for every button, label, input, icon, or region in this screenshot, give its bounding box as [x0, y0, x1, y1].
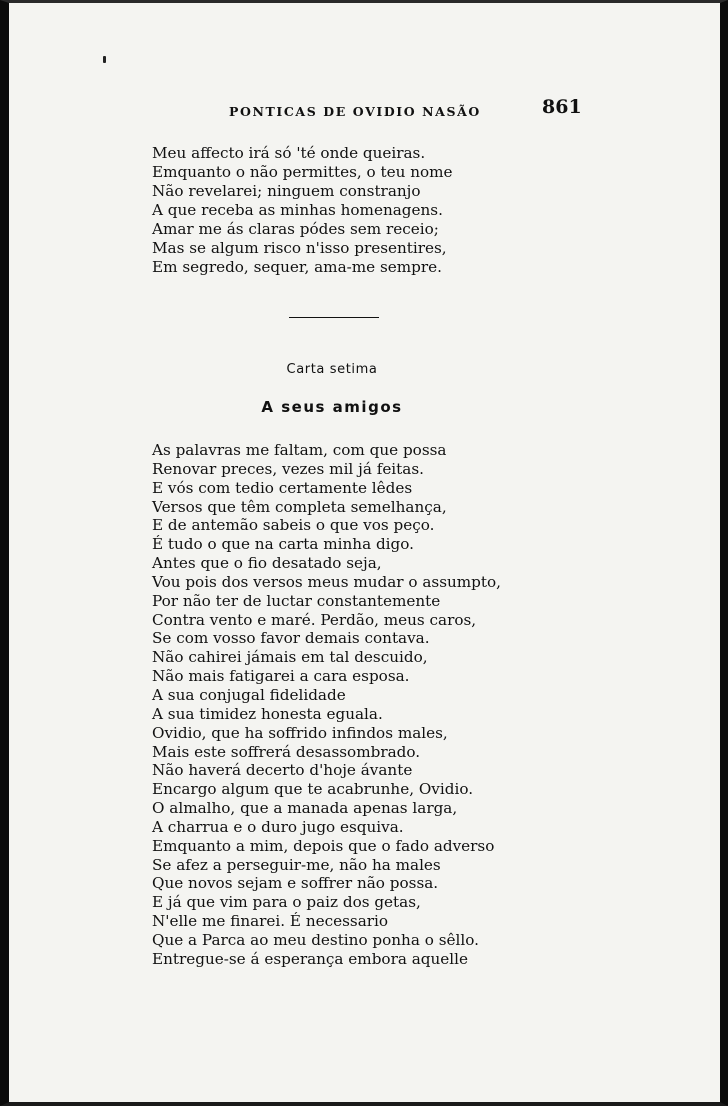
verse-line: Renovar preces, vezes mil já feitas. [152, 459, 424, 478]
verse-stanza-previous-letter [152, 144, 552, 277]
verse-line: Não mais fatigarei a cara esposa. [152, 667, 410, 686]
verse-line: Contra vento e maré. Perdão, meus caros, [152, 610, 477, 629]
section-divider [289, 317, 379, 318]
verse-line: N'elle me finarei. É necessario [152, 912, 389, 931]
verse-line: Emquanto o não permittes, o teu nome [152, 163, 453, 181]
letter-number-heading: Carta setima [286, 362, 378, 377]
verse-line: Se afez a perseguir-me, não ha males [152, 855, 441, 874]
verse-line: Entregue-se á esperança embora aquelle [152, 949, 468, 968]
verse-line: Por não ter de luctar constantemente [152, 591, 441, 610]
verse-line: Vou pois dos versos meus mudar o assumpto, [152, 572, 501, 591]
verse-line: Que a Parca ao meu destino ponha o sêllo. [152, 930, 479, 949]
verse-line: Meu affecto irá só 'té onde queiras. [152, 144, 426, 162]
page-number: 861 [542, 96, 582, 118]
letter-title-heading: A seus amigos [261, 398, 403, 416]
verse-line: Emquanto a mim, depois que o fado adverso [152, 836, 495, 855]
verse-line: Não revelarei; ninguem constranjo [152, 182, 421, 200]
verse-line: E de antemão sabeis o que vos peço. [152, 516, 435, 535]
verse-line: Encargo algum que te acabrunhe, Ovidio. [152, 780, 474, 799]
verse-line: A charrua e o duro jugo esquiva. [152, 817, 404, 836]
verse-line: O almalho, que a manada apenas larga, [152, 799, 458, 818]
verse-line: A sua timidez honesta eguala. [152, 704, 383, 723]
verse-line: A que receba as minhas homenagens. [152, 201, 443, 219]
verse-line: Que novos sejam e soffrer não possa. [152, 874, 439, 893]
verse-line: Em segredo, sequer, ama-me sempre. [152, 258, 442, 276]
verse-line: Antes que o fio desatado seja, [152, 554, 382, 573]
verse-line: Amar me ás claras pódes sem receio; [152, 220, 439, 238]
verse-line: E vós com tedio certamente lêdes [152, 478, 413, 497]
verse-line: Se com vosso favor demais contava. [152, 629, 430, 648]
verse-line: Ovidio, que ha soffrido infindos males, [152, 723, 448, 742]
verse-line: As palavras me faltam, com que possa [152, 441, 447, 459]
verse-line: E já que vim para o paiz dos getas, [152, 893, 421, 912]
page-header [0, 96, 728, 120]
running-title: PONTICAS DE OVIDIO NASÃO [229, 104, 481, 119]
ink-speck [103, 56, 106, 63]
verse-line: Não haverá decerto d'hoje ávante [152, 761, 413, 780]
verse-line: Mais este soffrerá desassombrado. [152, 742, 421, 761]
verse-line: É tudo o que na carta minha digo. [152, 535, 414, 554]
verse-line: A sua conjugal fidelidade [152, 685, 346, 704]
verse-line: Não cahirei jámais em tal descuido, [152, 648, 428, 667]
verse-line: Mas se algum risco n'isso presentires, [152, 239, 447, 257]
verse-line: Versos que têm completa semelhança, [152, 497, 447, 516]
verse-stanza-letter-seven [152, 441, 512, 969]
